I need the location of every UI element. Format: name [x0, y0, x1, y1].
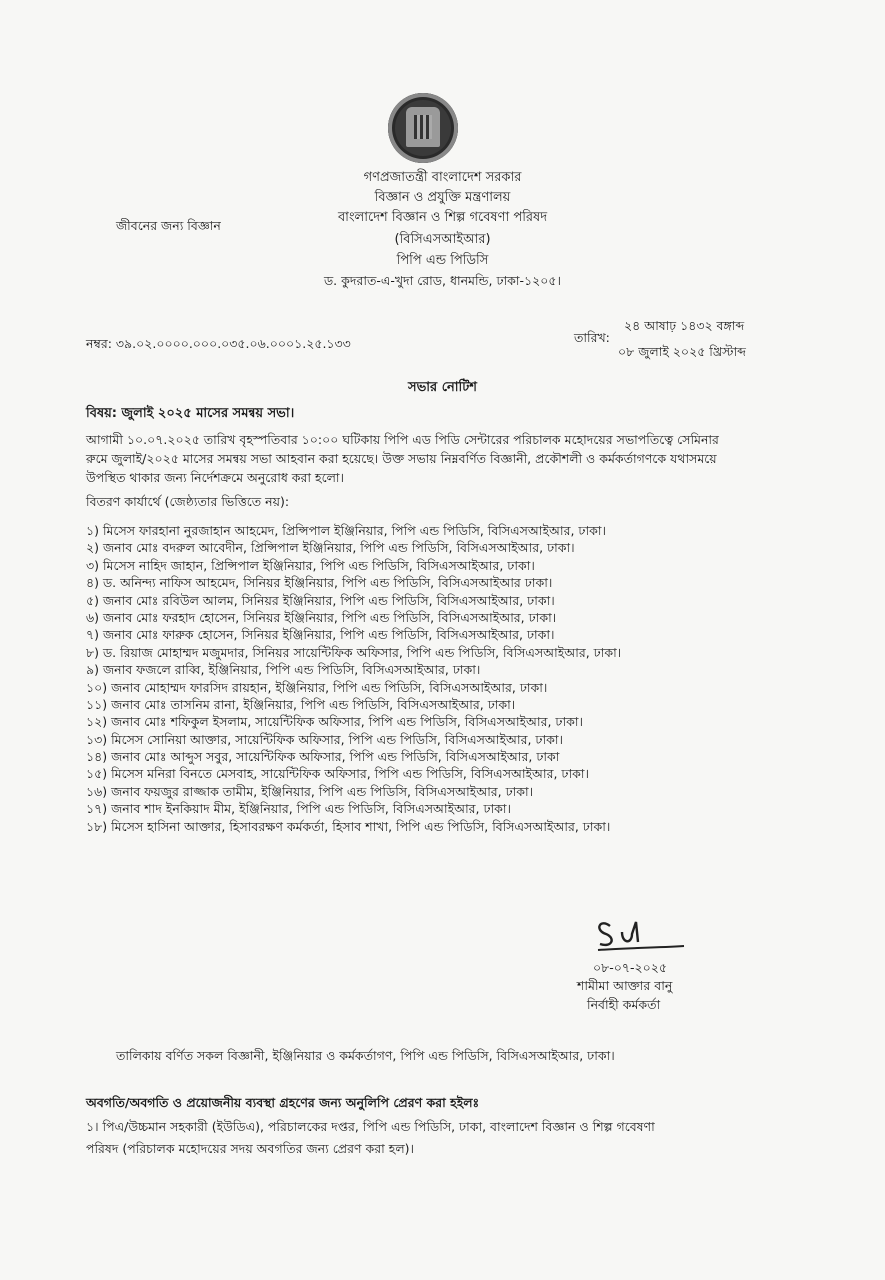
list-item: ৩) মিসেস নাহিদ জাহান, প্রিন্সিপাল ইঞ্জিনিয়ার, পিপি এন্ড পিডিসি, বিসিএসআইআর, ঢাকা। — [86, 557, 535, 573]
list-item: ৮) ড. রিয়াজ মোহাম্মদ মজুমদার, সিনিয়র সায়েন্টিফিক অফিসার, পিপি এন্ড পিডিসি, বিসিএসআইআর, ঢাকা। — [86, 644, 622, 660]
list-item: ১) মিসেস ফারহানা নুরজাহান আহমেদ, প্রিন্সিপাল ইঞ্জিনিয়ার, পিপি এন্ড পিডিসি, বিসিএসআইআর, ঢাকা। — [86, 523, 606, 538]
list-item: ৪) ড. অনিন্দ্য নাফিস আহমেদ, সিনিয়র ইঞ্জিনিয়ার, পিপি এন্ড পিডিসি, বিসিএসআইআর ঢাকা। — [86, 575, 553, 591]
notice-subject: বিষয়: জুলাই ২০২৫ মাসের সমন্বয় সভা। — [86, 406, 295, 421]
header-address: ড. কুদরাত-এ-খুদা রোড, ধানমন্ডি, ঢাকা-১২০৫। — [323, 273, 562, 288]
copy-heading: অবগতি/অবগতি ও প্রয়োজনীয় ব্যবস্থা গ্রহণের জন্য অনুলিপি প্রেরণ করা হইলঃ — [86, 1095, 480, 1110]
distribution-list — [86, 522, 621, 835]
notice-body — [86, 430, 786, 487]
copy-item-1-line-2: পরিষদ (পরিচালক মহোদয়ের সদয় অবগতির জন্য প্রেরণ করা হল)। — [86, 1141, 414, 1156]
list-item: ৫) জনাব মোঃ রবিউল আলম, সিনিয়র ইঞ্জিনিয়ার, পিপি এন্ড পিডিসি, বিসিএসআইআর, ঢাকা। — [86, 592, 555, 608]
date-label: তারিখ: — [574, 330, 610, 345]
copy-item-1-line-1: ১। পিএ/উচ্চমান সহকারী (ইউডিএ), পরিচালকের দপ্তর, পিপি এন্ড পিডিসি, ঢাকা, বাংলাদেশ বিজ্ঞান ও শিল্প গবেষণা — [86, 1119, 655, 1134]
list-item: ২) জনাব মোঃ বদরুল আবেদীন, প্রিন্সিপাল ইঞ্জিনিয়ার, পিপি এন্ড পিডিসি, বিসিএসআইআর, ঢাকা। — [86, 540, 575, 556]
list-item: ১২) জনাব মোঃ শফিকুল ইসলাম, সায়েন্টিফিক অফিসার, পিপি এন্ড পিডিসি, বিসিএসআইআর, ঢাকা। — [86, 714, 583, 730]
header-abbr: (বিসিএসআইআর) — [394, 232, 491, 247]
body-line-3: উপস্থিত থাকার জন্য নির্দেশক্রমে অনুরোধ করা হলো। — [86, 470, 345, 485]
header-unit: পিপি এন্ড পিডিসি — [396, 253, 489, 268]
header-council: বাংলাদেশ বিজ্ঞান ও শিল্প গবেষণা পরিষদ — [337, 210, 548, 225]
list-item: ১৫) মিসেস মনিরা বিনতে মেসবাহ, সায়েন্টিফিক অফিসার, পিপি এন্ড পিডিসি, বিসিএসআইআর, ঢাকা। — [86, 766, 589, 782]
body-line-2: রুমে জুলাই/২০২৫ মাসের সমন্বয় সভা আহবান করা হয়েছে। উক্ত সভায় নিম্নবর্ণিত বিজ্ঞানী, প্রকৌশলী ও কর্মকর্তাগণকে যথাসময়ে — [86, 451, 717, 466]
list-item: ৯) জনাব ফজলে রাব্বি, ইঞ্জিনিয়ার, পিপি এন্ড পিডিসি, বিসিএসআইআর, ঢাকা। — [86, 662, 481, 678]
list-item: ১৪) জনাব মোঃ আব্দুস সবুর, সায়েন্টিফিক অফিসার, পিপি এন্ড পিডিসি, বিসিএসআইআর, ঢাকা — [86, 749, 560, 765]
header-gov: গণপ্রজাতন্ত্রী বাংলাদেশ সরকার — [363, 170, 522, 185]
body-line-1: আগামী ১০.০৭.২০২৫ তারিখ বৃহস্পতিবার ১০:০০ ঘটিকায় পিপি এড পিডি সেন্টারের পরিচালক মহোদয়ের সভাপতিত্বে সেমিনার — [86, 432, 719, 447]
list-item: ১৬) জনাব ফয়জুর রাজ্জাক তামীম, ইঞ্জিনিয়ার, পিপি এন্ড পিডিসি, বিসিএসআইআর, ঢাকা। — [86, 783, 534, 799]
date-bangla: ২৪ আষাঢ় ১৪৩২ বঙ্গাব্দ — [624, 318, 745, 333]
signatory-name: শামীমা আক্তার বানু — [577, 978, 673, 993]
recipients: তালিকায় বর্ণিত সকল বিজ্ঞানী, ইঞ্জিনিয়ার ও কর্মকর্তাগণ, পিপি এন্ড পিডিসি, বিসিএসআইআর, ঢাকা। — [116, 1048, 615, 1063]
list-item: ৭) জনাব মোঃ ফারুক হোসেন, সিনিয়র ইঞ্জিনিয়ার, পিপি এন্ড পিডিসি, বিসিএসআইআর, ঢাকা। — [86, 627, 555, 643]
list-item: ১১) জনাব মোঃ তাসনিম রানা, ইঞ্জিনিয়ার, পিপি এন্ড পিডিসি, বিসিএসআইআর, ঢাকা। — [86, 696, 516, 712]
notice-title: সভার নোটিশ — [407, 380, 478, 395]
signature-image — [592, 912, 692, 958]
signatory-designation: নির্বাহী কর্মকর্তা — [587, 997, 661, 1012]
header-ministry: বিজ্ঞান ও প্রযুক্তি মন্ত্রণালয় — [374, 190, 511, 205]
distribution-heading: বিতরণ কার্যার্থে (জেষ্ঠ্যতার ভিত্তিতে নয়): — [86, 494, 290, 509]
list-item: ১৩) মিসেস সোনিয়া আক্তার, সায়েন্টিফিক অফিসার, পিপি এন্ড পিডিসি, বিসিএসআইআর, ঢাকা। — [86, 731, 563, 747]
list-item: ৬) জনাব মোঃ ফরহাদ হোসেন, সিনিয়র ইঞ্জিনিয়ার, পিপি এন্ড পিডিসি, বিসিএসআইআর, ঢাকা। — [86, 609, 557, 625]
date-english: ০৮ জুলাই ২০২৫ খ্রিস্টাব্দ — [618, 344, 746, 359]
list-item: ১৮) মিসেস হাসিনা আক্তার, হিসাবরক্ষণ কর্মকর্তা, হিসাব শাখা, পিপি এন্ড পিডিসি, বিসিএসআইআর, ঢাকা। — [86, 818, 611, 834]
government-seal-icon — [388, 93, 458, 163]
motto: জীবনের জন্য বিজ্ঞান — [116, 218, 221, 233]
memo-number: নম্বর: ৩৯.০২.০০০০.০০০.০৩৫.০৬.০০০১.২৫.১৩৩ — [86, 336, 351, 351]
list-item: ১০) জনাব মোহাম্মদ ফারসিদ রায়হান, ইঞ্জিনিয়ার, পিপি এন্ড পিডিসি, বিসিএসআইআর, ঢাকা। — [86, 679, 548, 695]
signature-date: ০৮-০৭-২০২৫ — [593, 960, 668, 975]
list-item: ১৭) জনাব শাদ ইনকিয়াদ মীম, ইঞ্জিনিয়ার, পিপি এন্ড পিডিসি, বিসিএসআইআর, ঢাকা। — [86, 801, 512, 817]
